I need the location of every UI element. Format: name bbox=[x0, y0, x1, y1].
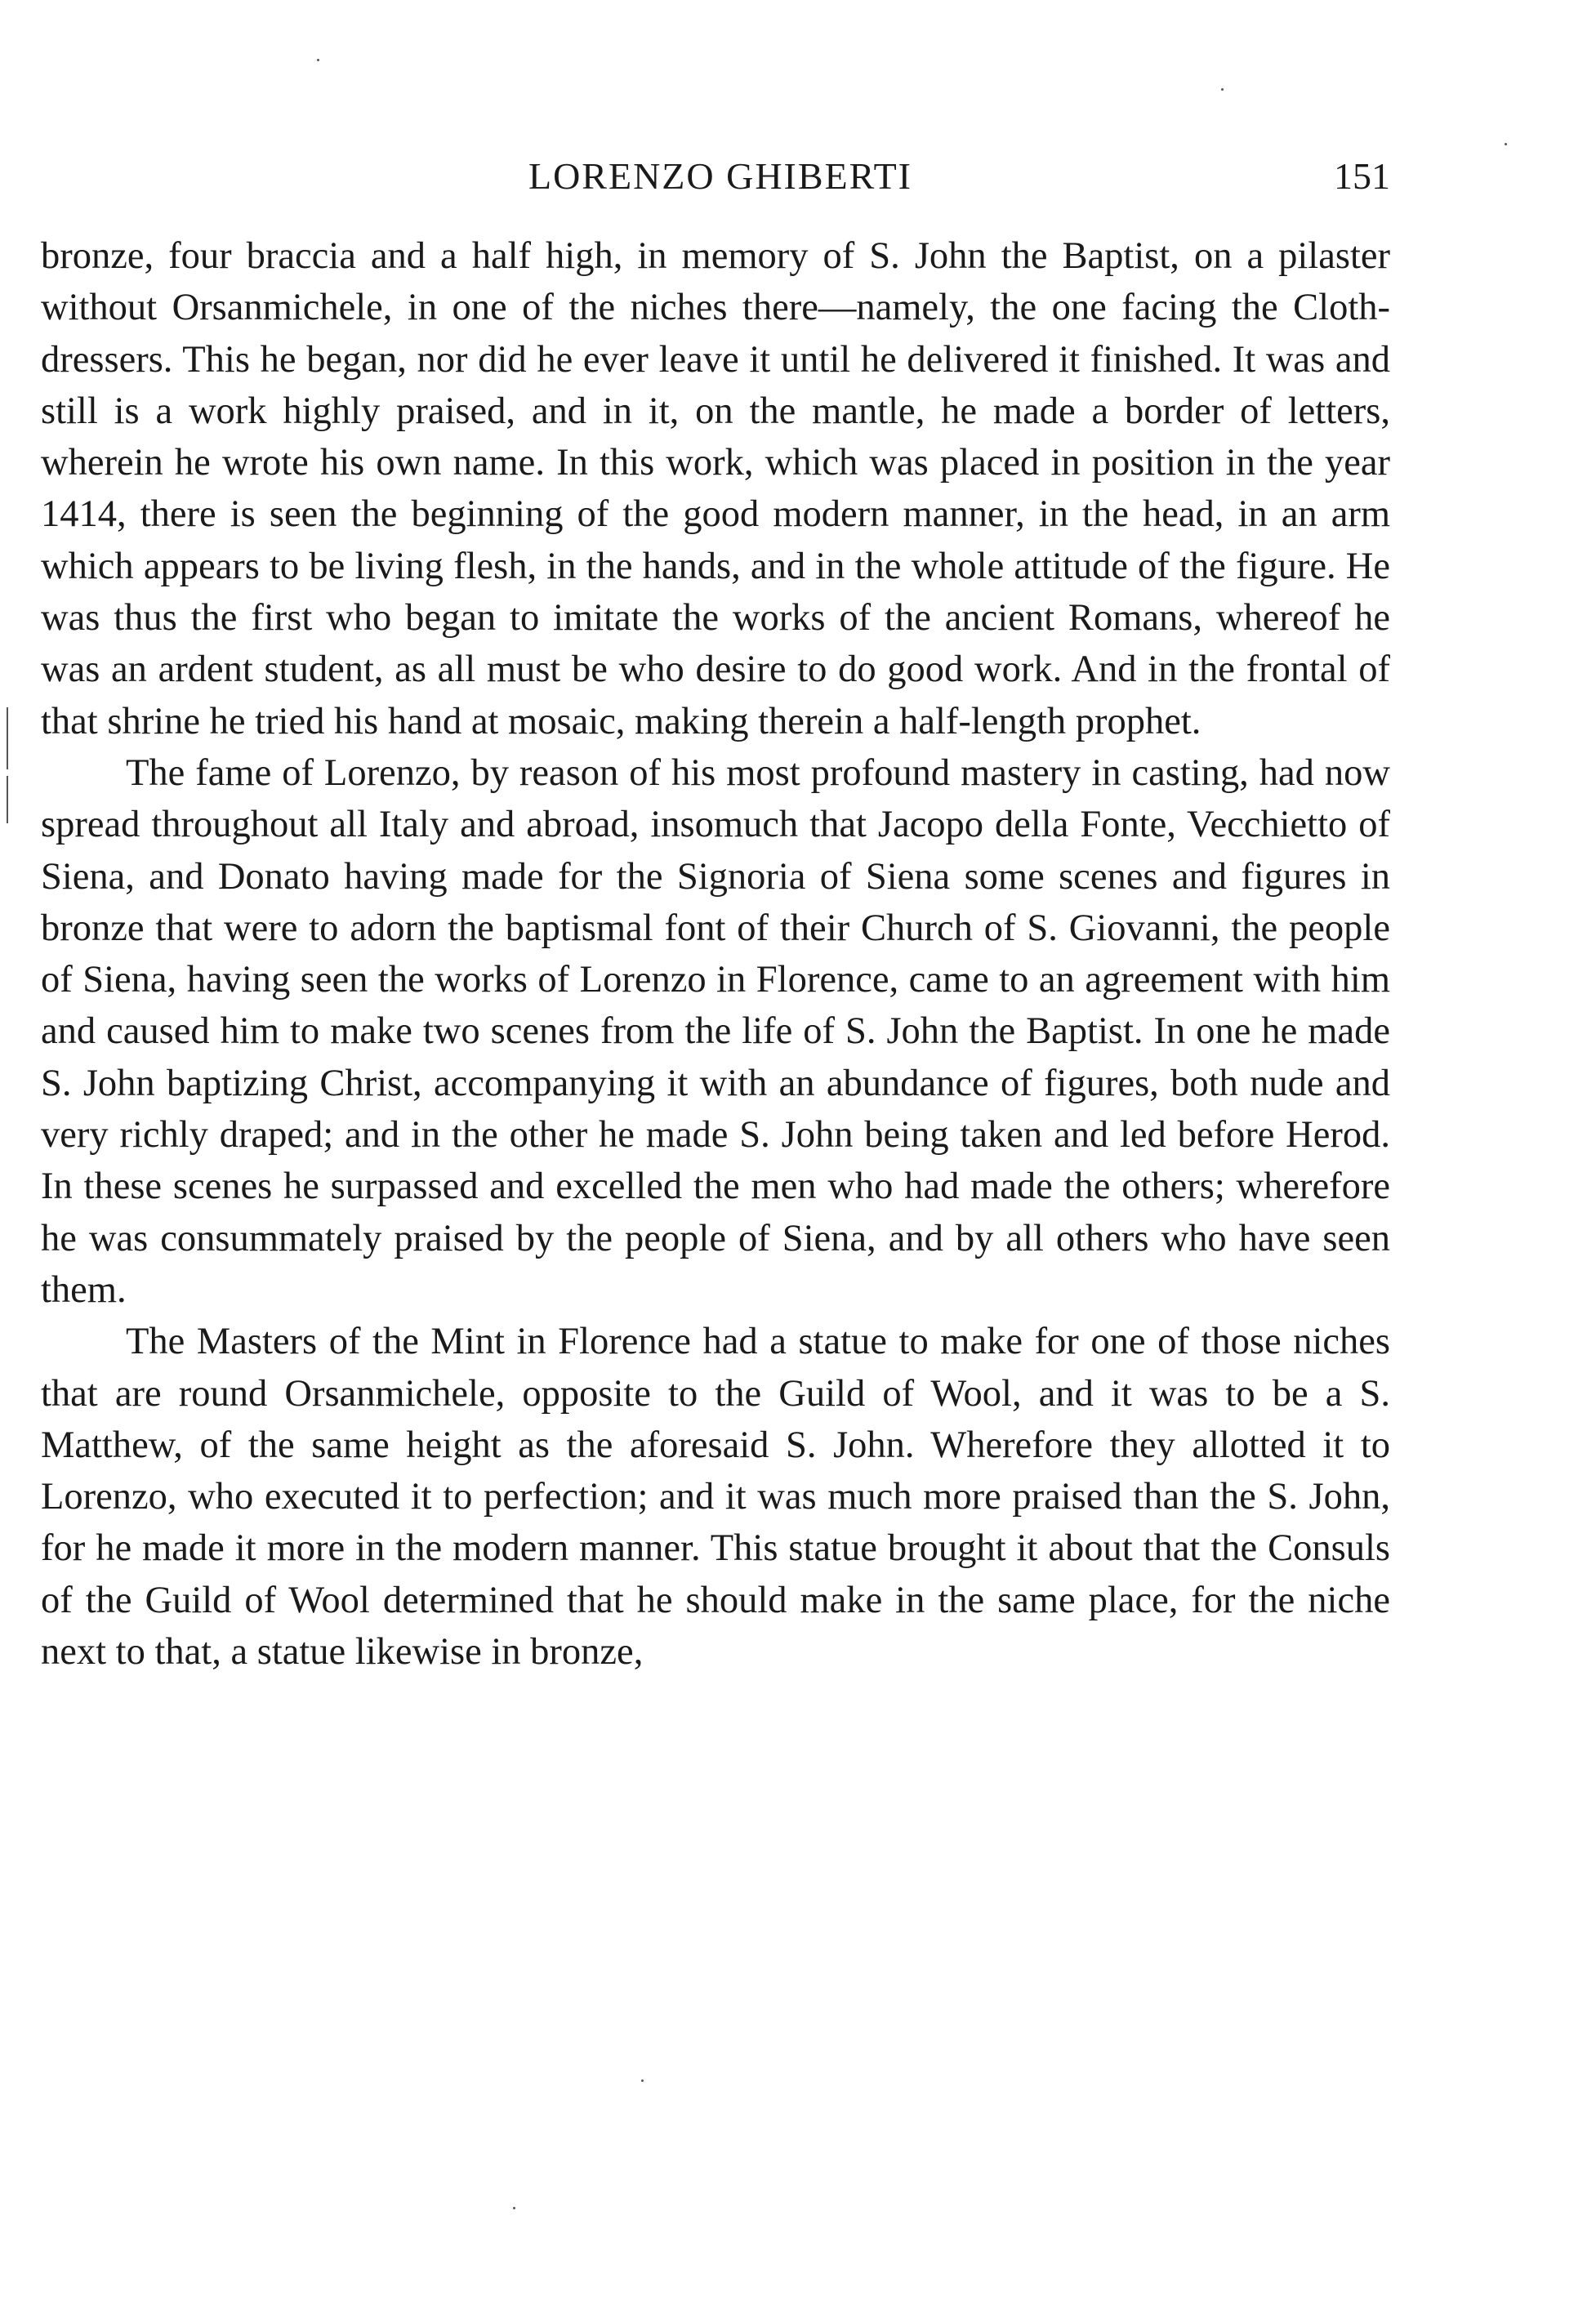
paper-speck bbox=[1221, 88, 1224, 91]
page-header bbox=[51, 152, 1390, 201]
paper-speck bbox=[513, 2207, 515, 2209]
margin-mark bbox=[7, 776, 8, 823]
paragraph: The Masters of the Mint in Florence had a statue to make for one of those niches that are round Orsanmichele, opposite to the Guild of Wool, and it was to be a S. Matthew, of the same height as the aforesaid S. John. Wherefore they allotted it to Lorenzo, who executed it to perfection; and it was much more praised than the S. John, for he made it more in the modern manner. This statue brought it about that the Consuls of the Guild of Wool determined that he should make in the same place, for the niche next to that, a statue likewise in bronze, bbox=[41, 1321, 1390, 1674]
paper-speck bbox=[641, 2079, 644, 2082]
paragraph: The fame of Lorenzo, by reason of his most profound mastery in casting, had now spread throughout all Italy and abroad, insomuch that Jacopo della Fonte, Vecchietto of Siena, and Donato having made for the Signoria of Siena some scenes and figures in bronze that were to adorn the baptismal font of their Church of S. Giovanni, the people of Siena, having seen the works of Lorenzo in Florence, came to an agreement with him and caused him to make two scenes from the life of S. John the Baptist. In one he made S. John baptizing Christ, accompanying it with an abundance of figures, both nude and very richly draped; and in the other he made S. John being taken and led before Herod. In these scenes he surpassed and excelled the men who had made the others; wherefore he was consummately praised by the people of Siena, and by all others who have seen them. bbox=[41, 751, 1390, 1311]
running-title: LORENZO GHIBERTI bbox=[528, 155, 912, 197]
paper-speck bbox=[1505, 143, 1507, 145]
body-text bbox=[41, 230, 1390, 1678]
margin-mark bbox=[7, 707, 8, 769]
page-number: 151 bbox=[1334, 155, 1390, 197]
paragraph: bronze, four braccia and a half high, in memory of S. John the Baptist, on a pilaster without Orsanmichele, in one of the niches there—namely, the one facing the Cloth-dressers. This he began, nor did he ever leave it until he delivered it finished. It was and still is a work highly praised, and in it, on the mantle, he made a border of letters, wherein he wrote his own name. In this work, which was placed in position in the year 1414, there is seen the beginning of the good modern manner, in the head, in an arm which appears to be living flesh, in the hands, and in the whole attitude of the figure. He was thus the first who began to imitate the works of the ancient Romans, whereof he was an ardent student, as all must be who desire to do good work. And in the frontal of that shrine he tried his hand at mosaic, making therein a half-length prophet. bbox=[41, 235, 1390, 742]
paper-speck bbox=[317, 59, 319, 61]
